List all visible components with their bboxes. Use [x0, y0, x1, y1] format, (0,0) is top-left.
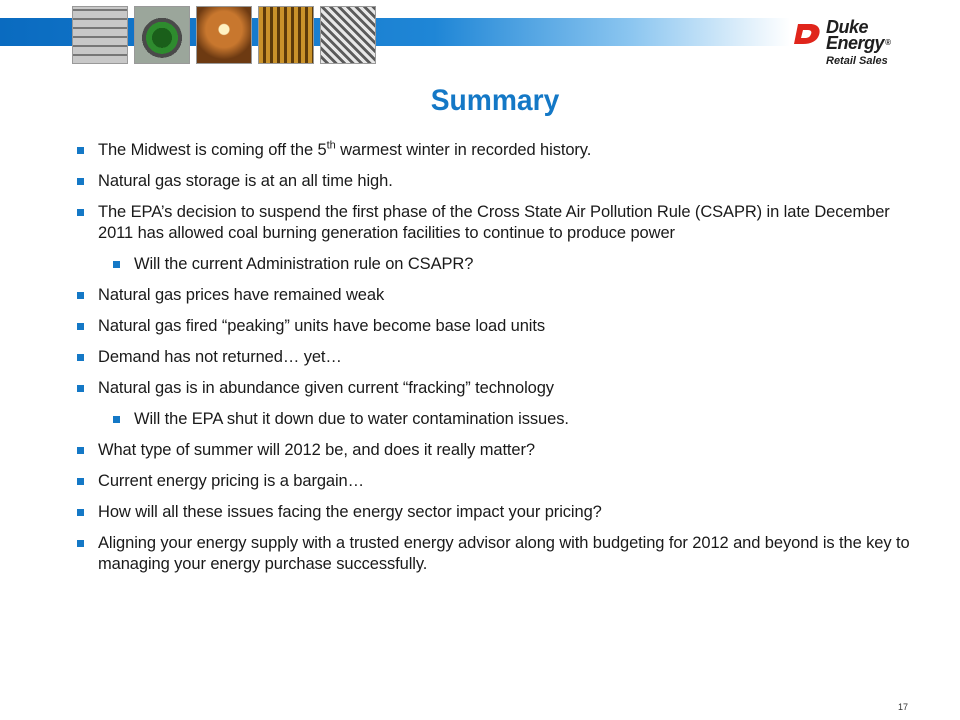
bullet-item [72, 471, 912, 492]
bullet-text: Will the current Administration rule on CSAPR? [134, 255, 474, 273]
bullet-text: Natural gas is in abundance given current “fracking” technology [98, 379, 554, 397]
mailboxes-photo [72, 6, 128, 64]
bullet-item [72, 316, 912, 337]
square-bullet-icon [77, 478, 84, 485]
bullet-item [72, 347, 912, 368]
header-photos [72, 6, 376, 64]
bullet-text: Will the EPA shut it down due to water contamination issues. [134, 410, 569, 428]
bullet-item [72, 202, 912, 244]
square-bullet-icon [113, 416, 120, 423]
bullet-item [72, 285, 912, 306]
square-bullet-icon [113, 261, 120, 268]
square-bullet-icon [77, 178, 84, 185]
duke-energy-mark-icon [794, 22, 822, 46]
bullet-text: Aligning your energy supply with a trusted energy advisor along with budgeting for 2012 and beyond is the key to managing your energy purchase successfully. [98, 534, 910, 573]
bullet-item [72, 378, 912, 399]
square-bullet-icon [77, 354, 84, 361]
bullet-item [72, 171, 912, 192]
sub-bullet-item [72, 254, 912, 275]
square-bullet-icon [77, 540, 84, 547]
bullet-text: The Midwest is coming off the 5 [98, 141, 327, 159]
square-bullet-icon [77, 292, 84, 299]
square-bullet-icon [77, 323, 84, 330]
lamp-photo [196, 6, 252, 64]
valves-photo [134, 6, 190, 64]
bullet-superscript: th [326, 139, 336, 152]
wood-slats-photo [258, 6, 314, 64]
logo-line3: Retail Sales [826, 55, 888, 67]
square-bullet-icon [77, 447, 84, 454]
bullet-item [72, 502, 912, 523]
bullet-text: The EPA’s decision to suspend the first phase of the Cross State Air Pollution Rule (CSAPR) in late December 2011 has allowed coal burning generation facilities to continue to produce power [98, 203, 890, 242]
bullet-text: What type of summer will 2012 be, and does it really matter? [98, 441, 535, 459]
square-bullet-icon [77, 147, 84, 154]
slide-title-text: Summary [430, 84, 560, 117]
duke-energy-logo [794, 16, 914, 72]
sub-bullet-item [72, 409, 912, 430]
bullet-text: Current energy pricing is a bargain… [98, 472, 365, 490]
registered-mark: ® [885, 38, 891, 47]
bullet-text: Natural gas prices have remained weak [98, 286, 385, 304]
bullet-item [72, 533, 912, 575]
bullet-text: How will all these issues facing the energy sector impact your pricing? [98, 503, 602, 521]
logo-line1: Duke [826, 17, 869, 37]
bullet-item [72, 140, 912, 161]
square-bullet-icon [77, 509, 84, 516]
metal-mesh-photo [320, 6, 376, 64]
slide-title [30, 84, 960, 118]
logo-line2-text: Energy [826, 33, 885, 53]
bullet-text-continued: warmest winter in recorded history. [335, 141, 592, 159]
logo-line2 [826, 34, 890, 52]
page-number: 17 [897, 702, 908, 712]
square-bullet-icon [77, 385, 84, 392]
bullet-text: Demand has not returned… yet… [98, 348, 342, 366]
bullet-text: Natural gas fired “peaking” units have become base load units [98, 317, 545, 335]
bullet-item [72, 440, 912, 461]
bullet-list [72, 140, 912, 585]
square-bullet-icon [77, 209, 84, 216]
bullet-text: Natural gas storage is at an all time high. [98, 172, 393, 190]
